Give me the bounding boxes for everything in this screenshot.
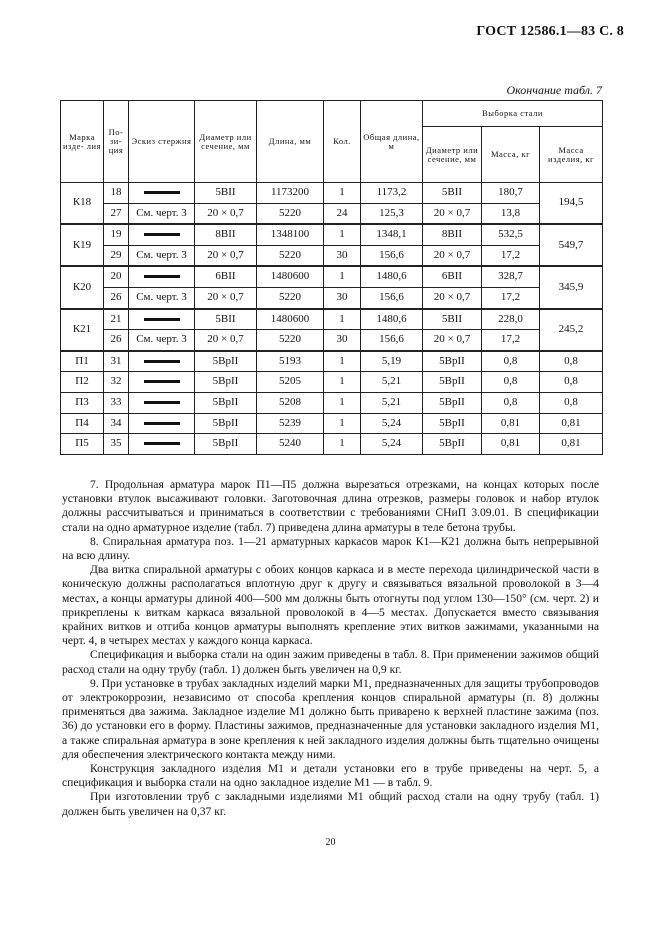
cell-position: 31	[104, 351, 129, 372]
rod-sketch-icon	[144, 360, 180, 363]
cell-total-length: 156,6	[361, 287, 423, 308]
cell-sketch	[129, 183, 195, 204]
cell-length: 5208	[257, 392, 324, 413]
cell-diameter: 5ВрII	[195, 392, 257, 413]
cell-sketch	[129, 413, 195, 434]
cell-diameter: 5ВрII	[195, 413, 257, 434]
cell-length: 1173200	[257, 183, 324, 204]
cell-mark: П3	[61, 392, 104, 413]
cell-diameter: 5ВрII	[195, 434, 257, 455]
header-position: По- зи- ция	[104, 101, 129, 183]
cell-sel-diameter: 5ВII	[423, 309, 482, 330]
cell-total-length: 1173,2	[361, 183, 423, 204]
header-length: Длина, мм	[257, 101, 324, 183]
header-sketch: Эскиз стержня	[129, 101, 195, 183]
cell-total-length: 5,19	[361, 351, 423, 372]
cell-total-length: 5,24	[361, 413, 423, 434]
cell-length: 5205	[257, 372, 324, 393]
cell-sel-mass: 0,8	[482, 392, 540, 413]
cell-position: 26	[104, 287, 129, 308]
cell-length: 1480600	[257, 266, 324, 287]
cell-total-length: 1348,1	[361, 224, 423, 245]
table-row	[61, 434, 603, 455]
cell-sel-mass-item: 0,81	[540, 434, 603, 455]
cell-sel-mass-item: 0,8	[540, 351, 603, 372]
header-selection: Выборка стали	[423, 101, 603, 127]
cell-length: 1348100	[257, 224, 324, 245]
cell-mark: П4	[61, 413, 104, 434]
rod-sketch-icon	[144, 318, 180, 321]
header-qty: Кол.	[324, 101, 361, 183]
cell-position: 21	[104, 309, 129, 330]
cell-total-length: 1480,6	[361, 266, 423, 287]
cell-sel-diameter: 8ВII	[423, 224, 482, 245]
table-row	[61, 266, 603, 287]
cell-sel-diameter: 5ВрII	[423, 351, 482, 372]
cell-qty: 1	[324, 372, 361, 393]
header-total-length: Общая длина, м	[361, 101, 423, 183]
cell-sel-mass-item: 0,8	[540, 392, 603, 413]
cell-sketch	[129, 434, 195, 455]
cell-diameter: 5ВрII	[195, 351, 257, 372]
cell-mark: К19	[61, 224, 104, 266]
cell-sketch	[129, 372, 195, 393]
rod-sketch-icon	[144, 401, 180, 404]
cell-qty: 24	[324, 203, 361, 224]
cell-diameter: 20 × 0,7	[195, 330, 257, 351]
cell-mark: П5	[61, 434, 104, 455]
cell-position: 35	[104, 434, 129, 455]
cell-sketch: См. черт. 3	[129, 330, 195, 351]
table-row	[61, 351, 603, 372]
cell-qty: 1	[324, 224, 361, 245]
rod-sketch-icon	[144, 233, 180, 236]
cell-total-length: 5,21	[361, 392, 423, 413]
cell-length: 5220	[257, 245, 324, 266]
cell-length: 5240	[257, 434, 324, 455]
cell-sel-diameter: 5ВрII	[423, 434, 482, 455]
rod-sketch-icon	[144, 191, 180, 194]
cell-diameter: 5ВрII	[195, 372, 257, 393]
cell-sketch	[129, 266, 195, 287]
cell-total-length: 156,6	[361, 245, 423, 266]
cell-sel-mass-item: 194,5	[540, 183, 603, 225]
cell-length: 5193	[257, 351, 324, 372]
body-text	[62, 478, 599, 819]
cell-sel-diameter: 20 × 0,7	[423, 287, 482, 308]
paragraph-text: 8. Спиральная арматура поз. 1—21 арматурных каркасов марок К1—К21 должна быть непрерывной на всю длину.	[62, 534, 599, 563]
cell-mark: П1	[61, 351, 104, 372]
cell-sel-mass: 0,81	[482, 434, 540, 455]
table-row	[61, 372, 603, 393]
cell-sel-diameter: 20 × 0,7	[423, 330, 482, 351]
cell-sel-diameter: 5ВрII	[423, 372, 482, 393]
cell-diameter: 6ВII	[195, 266, 257, 287]
cell-diameter: 5ВII	[195, 309, 257, 330]
table-row	[61, 203, 603, 224]
cell-sel-diameter: 6ВII	[423, 266, 482, 287]
cell-total-length: 125,3	[361, 203, 423, 224]
cell-sel-diameter: 5ВрII	[423, 392, 482, 413]
paragraph: При изготовлении труб с закладными изделиями М1 общий расход стали на одну трубу (табл. 1) должен быть увеличен на 0,37 кг.	[62, 790, 599, 818]
cell-position: 29	[104, 245, 129, 266]
table-row	[61, 245, 603, 266]
cell-sel-mass: 228,0	[482, 309, 540, 330]
cell-mark: К20	[61, 266, 104, 308]
table-caption: Окончание табл. 7	[506, 83, 602, 97]
header-sel-mass: Масса, кг	[482, 127, 540, 183]
cell-sel-mass: 180,7	[482, 183, 540, 204]
table-row	[61, 392, 603, 413]
paragraph: Два витка спиральной арматуры с обоих концов каркаса и в месте перехода цилиндрической части в коническую должны располагаться вплотную друг к другу и связываться вязальной проволокой в 3—4 местах, а концы арматуры длиной 400—500 мм должны быть отогнуты под углом 130—150° (см. черт. 2) и прикреплены к виткам каркаса вязальной проволокой в 4—5 местах. Допускается вместо связывания крайних витков и отгиба концов арматуры выполнять крепление этих витков зажимами, указанными на черт. 4, в четырех местах у каждого конца каркаса.	[62, 563, 599, 648]
cell-qty: 1	[324, 351, 361, 372]
cell-sel-mass: 0,8	[482, 372, 540, 393]
cell-qty: 1	[324, 183, 361, 204]
cell-sel-mass: 0,8	[482, 351, 540, 372]
cell-qty: 1	[324, 434, 361, 455]
cell-sel-diameter: 20 × 0,7	[423, 245, 482, 266]
cell-sketch: См. черт. 3	[129, 287, 195, 308]
cell-qty: 1	[324, 309, 361, 330]
cell-sel-mass-item: 0,8	[540, 372, 603, 393]
page-number: 20	[325, 837, 336, 848]
cell-total-length: 5,21	[361, 372, 423, 393]
cell-sel-mass: 0,81	[482, 413, 540, 434]
cell-sel-mass: 13,8	[482, 203, 540, 224]
cell-qty: 30	[324, 330, 361, 351]
cell-sel-diameter: 20 × 0,7	[423, 203, 482, 224]
cell-mark: П2	[61, 372, 104, 393]
cell-sel-mass: 17,2	[482, 287, 540, 308]
cell-qty: 30	[324, 245, 361, 266]
table-row	[61, 309, 603, 330]
cell-mark: К21	[61, 309, 104, 351]
cell-length: 5220	[257, 330, 324, 351]
cell-sel-mass-item: 0,81	[540, 413, 603, 434]
cell-total-length: 1480,6	[361, 309, 423, 330]
paragraph	[62, 535, 599, 563]
table-row	[61, 224, 603, 245]
cell-sketch	[129, 224, 195, 245]
rod-sketch-icon	[144, 380, 180, 383]
header-sel-diameter: Диаметр или сечение, мм	[423, 127, 482, 183]
cell-qty: 1	[324, 266, 361, 287]
cell-total-length: 156,6	[361, 330, 423, 351]
rod-sketch-icon	[144, 275, 180, 278]
document-header: ГОСТ 12586.1—83 С. 8	[476, 24, 624, 39]
cell-position: 26	[104, 330, 129, 351]
cell-diameter: 5ВII	[195, 183, 257, 204]
cell-sel-mass: 328,7	[482, 266, 540, 287]
cell-position: 18	[104, 183, 129, 204]
cell-position: 33	[104, 392, 129, 413]
table-row	[61, 183, 603, 204]
header-diameter: Диаметр или сечение, мм	[195, 101, 257, 183]
cell-position: 19	[104, 224, 129, 245]
cell-mark: К18	[61, 183, 104, 225]
paragraph: 7. Продольная арматура марок П1—П5 должна вырезаться отрезками, на концах которых после установки втулок высаживают головки. Заготовочная длина отрезков, размеры головок и набор втулок должны рассчитываться и приниматься в соответствии с требованиями СНиП 3.09.01. В спецификации стали на одно арматурное изделие (табл. 7) приведена длина арматуры в теле бетона трубы.	[62, 478, 599, 534]
cell-sel-mass-item: 549,7	[540, 224, 603, 266]
cell-sketch: См. черт. 3	[129, 203, 195, 224]
cell-diameter: 20 × 0,7	[195, 203, 257, 224]
rod-sketch-icon	[144, 442, 180, 445]
cell-sketch	[129, 351, 195, 372]
cell-qty: 1	[324, 413, 361, 434]
cell-diameter: 8ВII	[195, 224, 257, 245]
cell-length: 1480600	[257, 309, 324, 330]
cell-length: 5239	[257, 413, 324, 434]
paragraph: Конструкция закладного изделия М1 и детали установки его в трубе приведены на черт. 5, а спецификация и выборка стали на одно закладное изделие М1 — в табл. 9.	[62, 762, 599, 790]
cell-sketch	[129, 392, 195, 413]
cell-length: 5220	[257, 203, 324, 224]
paragraph: 9. При установке в трубах закладных изделий марки М1, предназначенных для защиты трубопроводов от электрокоррозии, независимо от способа крепления концов спиральной арматуры (п. 8) должны применяться два зажима. Закладное изделие М1 должно быть приварено к верхней пластине зажима (поз. 36) до установки его в форму. Пластины зажимов, предназначенные для установки закладного изделия М1, а также спиральная арматура в зоне крепления к ней закладного изделия должны быть тщательно очищены для обеспечения электрического контакта между ними.	[62, 676, 599, 761]
table-row	[61, 287, 603, 308]
cell-total-length: 5,24	[361, 434, 423, 455]
table-row	[61, 413, 603, 434]
table-row	[61, 330, 603, 351]
cell-qty: 30	[324, 287, 361, 308]
cell-sketch	[129, 309, 195, 330]
header-mark: Марка изде- лия	[61, 101, 104, 183]
cell-sel-mass: 17,2	[482, 330, 540, 351]
paragraph: Спецификация и выборка стали на один зажим приведены в табл. 8. При применении зажимов общий расход стали на одну трубу (табл. 1) должен быть увеличен на 0,9 кг.	[62, 648, 599, 676]
header-sel-mass-item: Масса изделия, кг	[540, 127, 603, 183]
cell-sel-mass: 532,5	[482, 224, 540, 245]
cell-position: 20	[104, 266, 129, 287]
cell-position: 27	[104, 203, 129, 224]
cell-sel-diameter: 5ВрII	[423, 413, 482, 434]
cell-sel-mass-item: 345,9	[540, 266, 603, 308]
cell-qty: 1	[324, 392, 361, 413]
cell-length: 5220	[257, 287, 324, 308]
steel-spec-table	[60, 100, 603, 455]
rod-sketch-icon	[144, 422, 180, 425]
cell-sel-mass: 17,2	[482, 245, 540, 266]
cell-sel-diameter: 5ВII	[423, 183, 482, 204]
cell-diameter: 20 × 0,7	[195, 287, 257, 308]
cell-position: 32	[104, 372, 129, 393]
cell-sketch: См. черт. 3	[129, 245, 195, 266]
cell-sel-mass-item: 245,2	[540, 309, 603, 351]
cell-diameter: 20 × 0,7	[195, 245, 257, 266]
cell-position: 34	[104, 413, 129, 434]
